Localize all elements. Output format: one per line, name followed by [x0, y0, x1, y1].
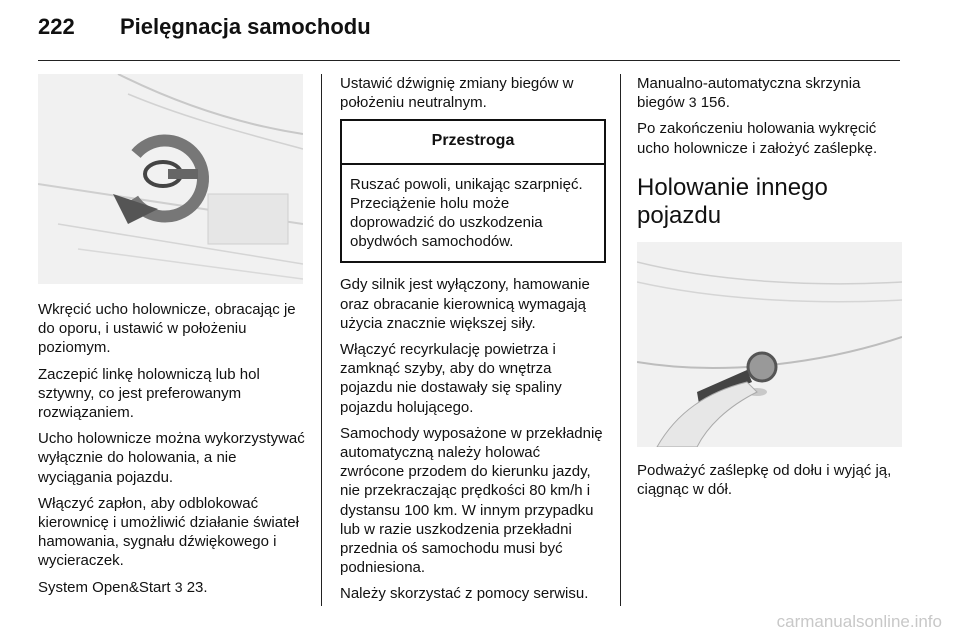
column-1 [38, 74, 306, 604]
reference-text: System Open&Start [38, 578, 171, 596]
paragraph: Włączyć zapłon, aby odblokować kierownicę i umożliwić działanie świateł hamowania, sygnału dźwiękowego i wycieraczek. [38, 494, 299, 570]
page-reference-icon: 3 [174, 578, 183, 595]
paragraph: Zaczepić linkę holowniczą lub hol sztywny, co jest preferowanym rozwiązaniem. [38, 365, 260, 422]
paragraph: Podważyć zaślepkę od dołu i wyjąć ją, ciągnąc w dół. [637, 461, 892, 499]
bumper-cover-removal-illustration [637, 242, 902, 447]
column-2 [340, 74, 606, 611]
caution-box [340, 119, 606, 263]
tow-eye-screw-in-illustration [38, 74, 303, 284]
paragraph: Gdy silnik jest wyłączony, hamowanie oraz obracanie kierownicą wymagają użycia znacznie większej siły. [340, 276, 590, 332]
paragraph: Ustawić dźwignię zmiany biegów w położeniu neutralnym. [340, 75, 574, 112]
chapter-title: Pielęgnacja samochodu [120, 14, 371, 39]
paragraph: Włączyć recyrkulację powietrza i zamknąć szyby, aby do wnętrza pojazdu nie dostawały się spaliny pojazdu holującego. [340, 341, 562, 416]
paragraph-with-reference [38, 578, 306, 597]
column-divider [620, 74, 621, 606]
column-3 [637, 74, 903, 506]
paragraph: Wkręcić ucho holownicze, obracając je do oporu, i ustawić w położeniu poziomym. [38, 301, 296, 357]
header-rule [38, 60, 900, 61]
paragraph: Należy skorzystać z pomocy serwisu. [340, 585, 589, 603]
page-number: 222 [38, 14, 75, 39]
paragraph: Samochody wyposażone w przekładnię automatyczną należy holować zwrócone przodem do kierunku jazdy, nie przekraczając prędkości 80 km/h i dystansu 100 km. W innym przypadku lub w razie uszkodzenia przekładni przednia oś samochodu musi być podniesiona. [340, 424, 603, 577]
page-header [38, 14, 918, 44]
caution-text: Ruszać powoli, unikając szarpnięć. Przeciążenie holu może doprowadzić do uszkodzenia obydwóch samochodów. [350, 175, 583, 251]
reference-text: Manualno-automatyczna skrzynia biegów [637, 75, 861, 112]
watermark: carmanualsonline.info [776, 612, 942, 631]
column-divider [321, 74, 322, 606]
section-heading: Holowanie innego pojazdu [637, 173, 828, 229]
page-reference-icon: 3 [688, 94, 697, 111]
reference-page: 23. [186, 578, 208, 596]
paragraph: Ucho holownicze można wykorzystywać wyłącznie do holowania, a nie wyciągania pojazdu. [38, 430, 305, 486]
paragraph: Po zakończeniu holowania wykręcić ucho holownicze i założyć zaślepkę. [637, 120, 878, 157]
reference-page: 156. [700, 94, 730, 112]
caution-title: Przestroga [342, 121, 604, 164]
paragraph-with-reference [637, 74, 903, 112]
